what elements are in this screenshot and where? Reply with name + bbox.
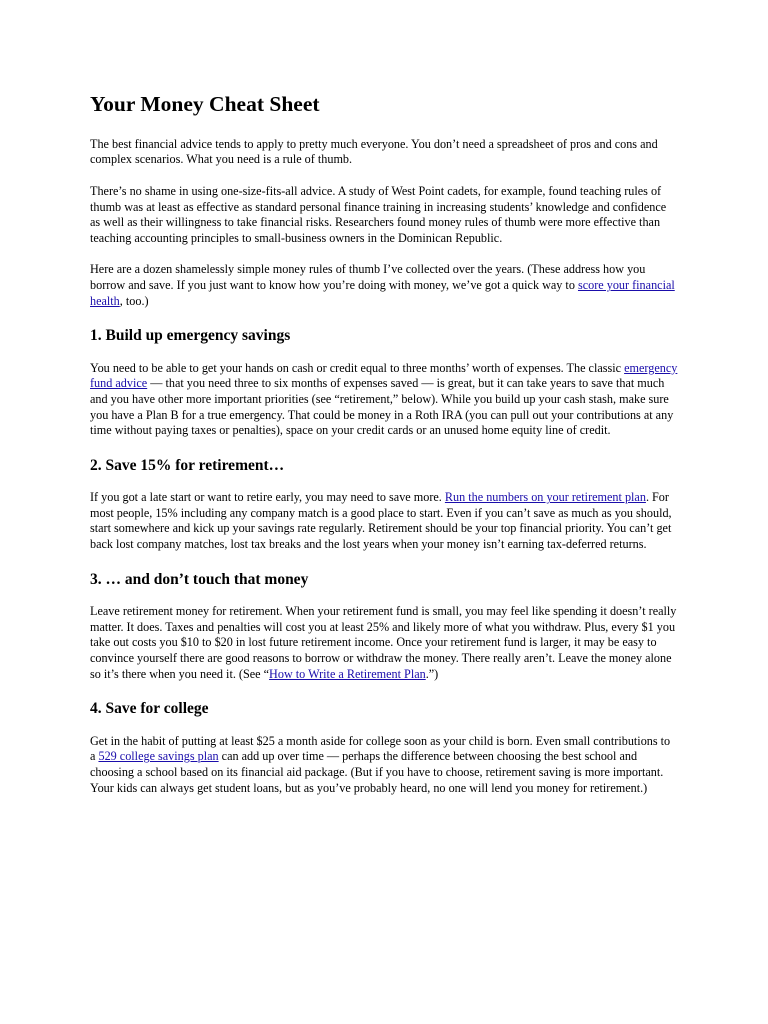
intro-paragraph-1: The best financial advice tends to apply to pretty much everyone. You don’t need a spreadsheet of pros and cons and complex scenarios. What you need is a rule of thumb. <box>90 136 658 167</box>
financial-health-link[interactable]: score your financial health <box>90 277 675 308</box>
section-3-paragraph <box>90 604 678 682</box>
intro-paragraph-2: There’s no shame in using one-size-fits-all advice. A study of West Point cadets, for example, found teaching rules of thumb was at least as effective as standard personal finance training in increasing students’ knowledge and confidence as well as their willingness to take financial risks. Researchers found money rules of thumb were more effective than teaching accounting principles to small-business owners in the Dominican Republic. <box>90 183 667 245</box>
emergency-fund-advice-link[interactable]: emergency fund advice <box>90 360 678 391</box>
section-1-text-after: — that you need three to six months of expenses saved — is great, but it can take years to save that much and you have other more important priorities (see “retirement,” below). While you build up your cash stash, make sure you have a Plan B for a true emergency. That could be money in a Roth IRA (you can pull out your contributions at any time without paying taxes or penalties), space on your credit cards or an unused home equity line of credit. <box>90 376 674 438</box>
section-2-paragraph <box>90 490 678 552</box>
section-2-text-after: . For most people, 15% including any company match is a good place to start. Even if you can’t save as much as you should, start somewhere and kick up your savings rate regularly. Retirement should be your top financial priority. You can’t get back lost company matches, lost tax breaks and the lost years when your money isn’t earning tax-deferred returns. <box>90 490 672 552</box>
retirement-plan-link[interactable]: How to Write a Retirement Plan <box>269 666 426 681</box>
intro-paragraph-3 <box>90 262 678 309</box>
section-4-text-after: can add up over time — perhaps the difference between choosing the best school and choosing a school based on its financial aid package. (But if you have to choose, retirement saving is more important. Your kids can always get student loans, but as you’ve probably heard, no one will lend you money for retirement.) <box>90 749 664 795</box>
section-4-heading: 4. Save for college <box>90 700 209 718</box>
section-4-text-before: Get in the habit of putting at least $25 a month aside for college soon as your child is born. Even small contributions to a <box>90 733 671 764</box>
section-2-text-before: If you got a late start or want to retire early, you may need to save more. <box>90 490 445 505</box>
intro-paragraph-3-text-before: Here are a dozen shamelessly simple money rules of thumb I’ve collected over the years. (These address how you borrow and save. If you just want to know how you’re doing with money, we’ve got a quick way to <box>90 262 646 292</box>
section-1-text-before: You need to be able to get your hands on cash or credit equal to three months’ worth of expenses. The classic <box>90 360 625 375</box>
section-3-text-after: .”) <box>425 666 439 681</box>
page-title: Your Money Cheat Sheet <box>90 92 320 116</box>
section-1-heading: 1. Build up emergency savings <box>90 327 291 345</box>
section-4-paragraph <box>90 734 678 796</box>
retirement-numbers-link[interactable]: Run the numbers on your retirement plan <box>444 490 646 505</box>
section-3-heading: 3. … and don’t touch that money <box>90 570 309 588</box>
intro-paragraph-3-text-after: , too.) <box>119 293 149 308</box>
section-3-text-before: Leave retirement money for retirement. When your retirement fund is small, you may feel like spending it doesn’t really matter. It does. Taxes and penalties will cost you at least 25% and likely more of what you withdraw. Plus, every $1 you take out costs you $10 to $20 in lost future retirement income. Once your retirement fund is larger, it may be easy to convince yourself there are good reasons to borrow or withdraw the money. There really aren’t. Leave the money alone so it’s there when you need it. (See “ <box>90 604 677 681</box>
section-2-heading: 2. Save 15% for retirement… <box>90 456 285 474</box>
college-savings-plan-link[interactable]: 529 college savings plan <box>98 749 219 764</box>
section-1-paragraph <box>90 361 678 439</box>
